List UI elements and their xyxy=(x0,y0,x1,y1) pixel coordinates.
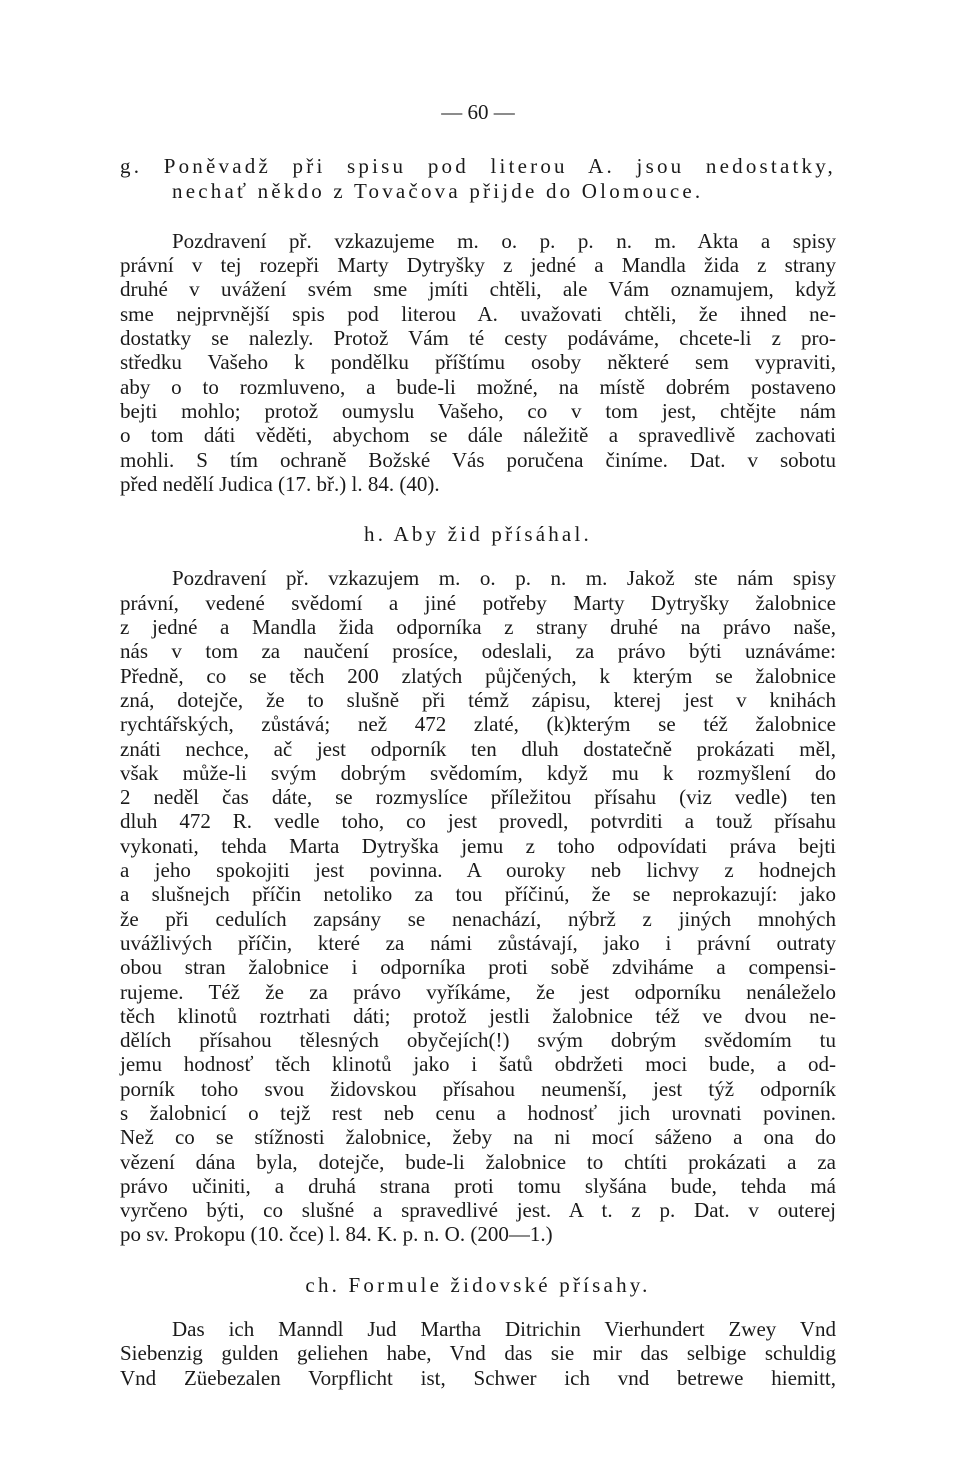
text-line: Vnd Züebezalen Vorpflicht ist, Schwer ich vnd betrewe hiemitt, xyxy=(120,1365,836,1390)
text-line: středku Vašeho k pondělku příštímu osoby některé sem vypraviti, xyxy=(120,350,836,375)
document-page xyxy=(120,100,836,1390)
text-line: 2 neděl čas dáte, se rozmyslíce příležitou přísahu (viz vedle) ten xyxy=(120,785,836,810)
text-line: jemu hodnosť těch klinotů jako i šatů obdržeti moci bude, a od- xyxy=(120,1052,836,1077)
text-line: vykonati, tehda Marta Dytryška jemu z toho odpovídati práva bejti xyxy=(120,833,836,858)
section-g-heading-line: g. Poněvadž při spisu pod literou A. jsou nedostatky, xyxy=(120,154,836,179)
text-line: že při cedulích zapsány se nenachází, nýbrž z jiných mnohých xyxy=(120,906,836,931)
text-line: Než co se stížnosti žalobnice, žeby na ni mocí sáženo a ona do xyxy=(120,1125,836,1150)
text-line: dostatky se nalezly. Protož Vám té cesty podáváme, chcete-li z pro- xyxy=(120,326,836,351)
text-line: a slušnejch příčin netoliko za tou příčinú, že se neprokazují: jako xyxy=(120,882,836,907)
text-line: s žalobnicí o tejž rest neb cenu a hodnosť jich urovnati povinen. xyxy=(120,1100,836,1125)
text-line: sme nejprvnější spis pod literou A. uvažovati chtěli, že ihned ne- xyxy=(120,301,836,326)
text-line: po sv. Prokopu (10. čce) l. 84. K. p. n. O. (200—1.) xyxy=(120,1222,553,1247)
section-h-body xyxy=(120,566,836,1246)
section-ch xyxy=(120,1273,836,1390)
text-line: mohli. S tím ochraně Božské Vás poručena činíme. Dat. v sobotu xyxy=(120,447,836,472)
page-number: — 60 — xyxy=(441,100,515,124)
text-line: dluh 472 R. vedle toho, co jest provedl, potvrditi a touž přísahu xyxy=(120,809,836,834)
text-line: bejti mohlo; protož oumyslu Vašeho, co v tom jest, chtějte nám xyxy=(120,398,836,423)
text-line: a jeho spokojiti jest povinna. A ouroky neb lichvy z hodnejch xyxy=(120,858,836,883)
text-line: obou stran žalobnice i odporníka proti sobě zdviháme a compensi- xyxy=(120,955,836,980)
text-line: právní v tej rozepři Marty Dytryšky z jedné a Mandla žida z strany xyxy=(120,253,836,278)
text-line: porník toho svou židovskou přísahou neumenší, jest týž odporník xyxy=(120,1076,836,1101)
section-h xyxy=(120,522,836,1247)
text-line: těch klinotů roztrhati dáti; protož jestli žalobnice též ve dvou ne- xyxy=(120,1003,836,1028)
text-line: znáti nechce, ač jest odporník ten dluh dostatečně prokázati měl, xyxy=(120,736,836,761)
text-line: rujeme. Též že za právo vyříkáme, že jest odporníku nenáleželo xyxy=(120,979,836,1004)
section-h-heading: h. Aby žid přísáhal. xyxy=(364,522,592,547)
text-line: Das ich Manndl Jud Martha Ditrichin Vierhundert Zwey Vnd xyxy=(172,1317,836,1342)
text-line: z jedné a Mandla žida odporníka z strany druhé na právo naše, xyxy=(120,615,836,640)
text-line: dělích přísahou tělesných obyčejích(!) svým dobrým svědomím tu xyxy=(120,1028,836,1053)
text-line: uvážlivých příčin, které za námi zůstávají, jako i právní outraty xyxy=(120,930,836,955)
text-line: rychtářských, zůstává; než 472 zlaté, (k)kterým se též žalobnice xyxy=(120,712,836,737)
text-line: nás v tom za naučení prosíce, odeslali, za právo býti uznáváme: xyxy=(120,639,836,664)
section-g xyxy=(120,154,836,496)
text-line: druhé v uvážení svém sme jmíti chtěli, ale Vám oznamujem, když xyxy=(120,277,836,302)
text-line: Pozdravení př. vzkazujeme m. o. p. p. n. m. Akta a spisy xyxy=(172,228,836,253)
text-line: o tom dáti věděti, abychom se dále náležitě a spravedlivě zachovati xyxy=(120,423,836,448)
text-line: vyrčeno býti, co slušné a spravedlivé jest. A t. z p. Dat. v outerej xyxy=(120,1198,836,1223)
text-line: aby o to rozmluveno, a bude-li možné, na místě dobrém postaveno xyxy=(120,374,836,399)
text-line: vězení dána byla, dotejče, bude-li žalobnice to chtíti prokázati a za xyxy=(120,1149,836,1174)
text-line: však může-li svým dobrým svědomím, když mu k rozmyšlení do xyxy=(120,760,836,785)
section-g-heading xyxy=(120,154,836,203)
section-ch-body xyxy=(120,1317,836,1390)
text-line: Předně, co se těch 200 zlatých půjčených, k kterým se žalobnice xyxy=(120,663,836,688)
section-g-body xyxy=(120,229,836,496)
text-line: právní, vedené svědomí a jiné potřeby Marty Dytryšky žalobnice xyxy=(120,590,836,615)
section-ch-heading: ch. Formule židovské přísahy. xyxy=(305,1272,651,1297)
text-line: zná, dotejče, že to slušně při témž zápisu, kterej jest v knihách xyxy=(120,687,836,712)
text-line: právo učiniti, a druhá strana proti tomu slyšána bude, tehda má xyxy=(120,1173,836,1198)
text-line: Pozdravení př. vzkazujem m. o. p. n. m. Jakož ste nám spisy xyxy=(172,566,836,591)
text-line: Siebenzig gulden geliehen habe, Vnd das sie mir das selbige schuldig xyxy=(120,1341,836,1366)
text-line: před nedělí Judica (17. bř.) l. 84. (40). xyxy=(120,471,440,496)
section-g-heading-line: nechať někdo z Tovačova přijde do Olomouce. xyxy=(172,178,704,203)
